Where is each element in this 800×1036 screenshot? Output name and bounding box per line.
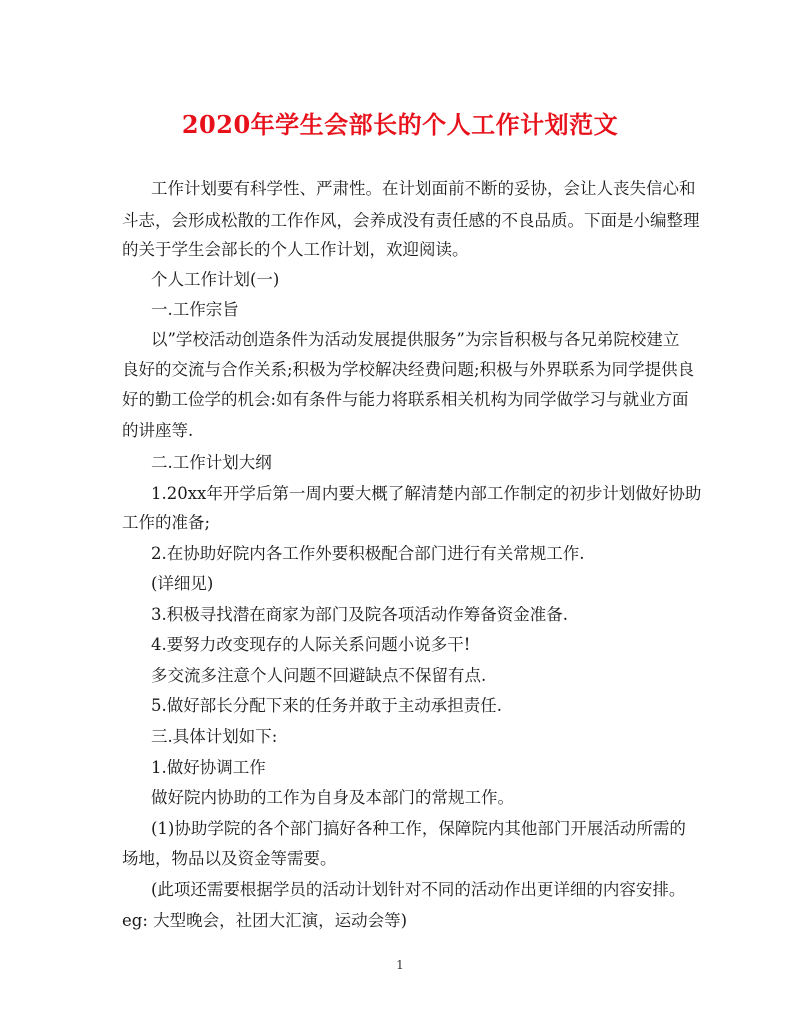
document-title: 2020年学生会部长的个人工作计划范文 (181, 110, 619, 139)
list-item: 3.积极寻找潜在商家为部门及院各项活动作筹备资金准备. (151, 605, 568, 624)
paragraph-line: 多交流多注意个人问题不回避缺点不保留有点. (151, 666, 487, 685)
paragraph-line: (1)协助学院的各个部门搞好各种工作，保障院内其他部门开展活动所需的 (151, 819, 686, 838)
list-item: 5.做好部长分配下来的任务并敢于主动承担责任. (151, 696, 502, 715)
list-item: 2.在协助好院内各工作外要积极配合部门进行有关常规工作. (151, 544, 585, 563)
paragraph-line: 做好院内协助的工作为自身及本部门的常规工作。 (151, 788, 514, 807)
section-heading: 一.工作宗旨 (151, 300, 239, 319)
paragraph-line: 工作计划要有科学性、严肃性。在计划面前不断的妥协，会让人丧失信心和 (151, 179, 696, 198)
section-heading: 二.工作计划大纲 (151, 453, 272, 472)
paragraph-line: 好的勤工俭学的机会:如有条件与能力将联系相关机构为同学做学习与就业方面 (122, 390, 689, 409)
list-item: 1.做好协调工作 (151, 758, 266, 777)
section-heading: 三.具体计划如下: (151, 727, 278, 746)
paragraph-line: 良好的交流与合作关系;积极为学校解决经费问题;积极与外界联系为同学提供良 (122, 360, 695, 379)
list-item-continuation: 工作的准备; (122, 513, 211, 532)
list-item: 4.要努力改变现存的人际关系问题小说多干! (151, 635, 471, 654)
page-number: 1 (396, 958, 404, 972)
paragraph-line: (此项还需要根据学员的活动计划针对不同的活动作出更详细的内容安排。 (151, 880, 686, 899)
paragraph-line: 斗志，会形成松散的工作作风，会养成没有责任感的不良品质。下面是小编整理 (122, 211, 700, 230)
paragraph-line: 场地，物品以及资金等需要。 (122, 849, 337, 868)
list-item: 1.20xx年开学后第一周内要大概了解清楚内部工作制定的初步计划做好协助 (151, 484, 702, 503)
paragraph-line: 的讲座等. (122, 421, 194, 440)
paragraph-line: (详细见) (151, 574, 214, 593)
paragraph-line: eg: 大型晚会，社团大汇演，运动会等) (122, 911, 408, 930)
section-heading: 个人工作计划(一) (151, 270, 280, 289)
paragraph-line: 以”学校活动创造条件为活动发展提供服务”为宗旨积极与各兄弟院校建立 (151, 330, 680, 349)
paragraph-line: 的关于学生会部长的个人工作计划，欢迎阅读。 (122, 240, 469, 259)
